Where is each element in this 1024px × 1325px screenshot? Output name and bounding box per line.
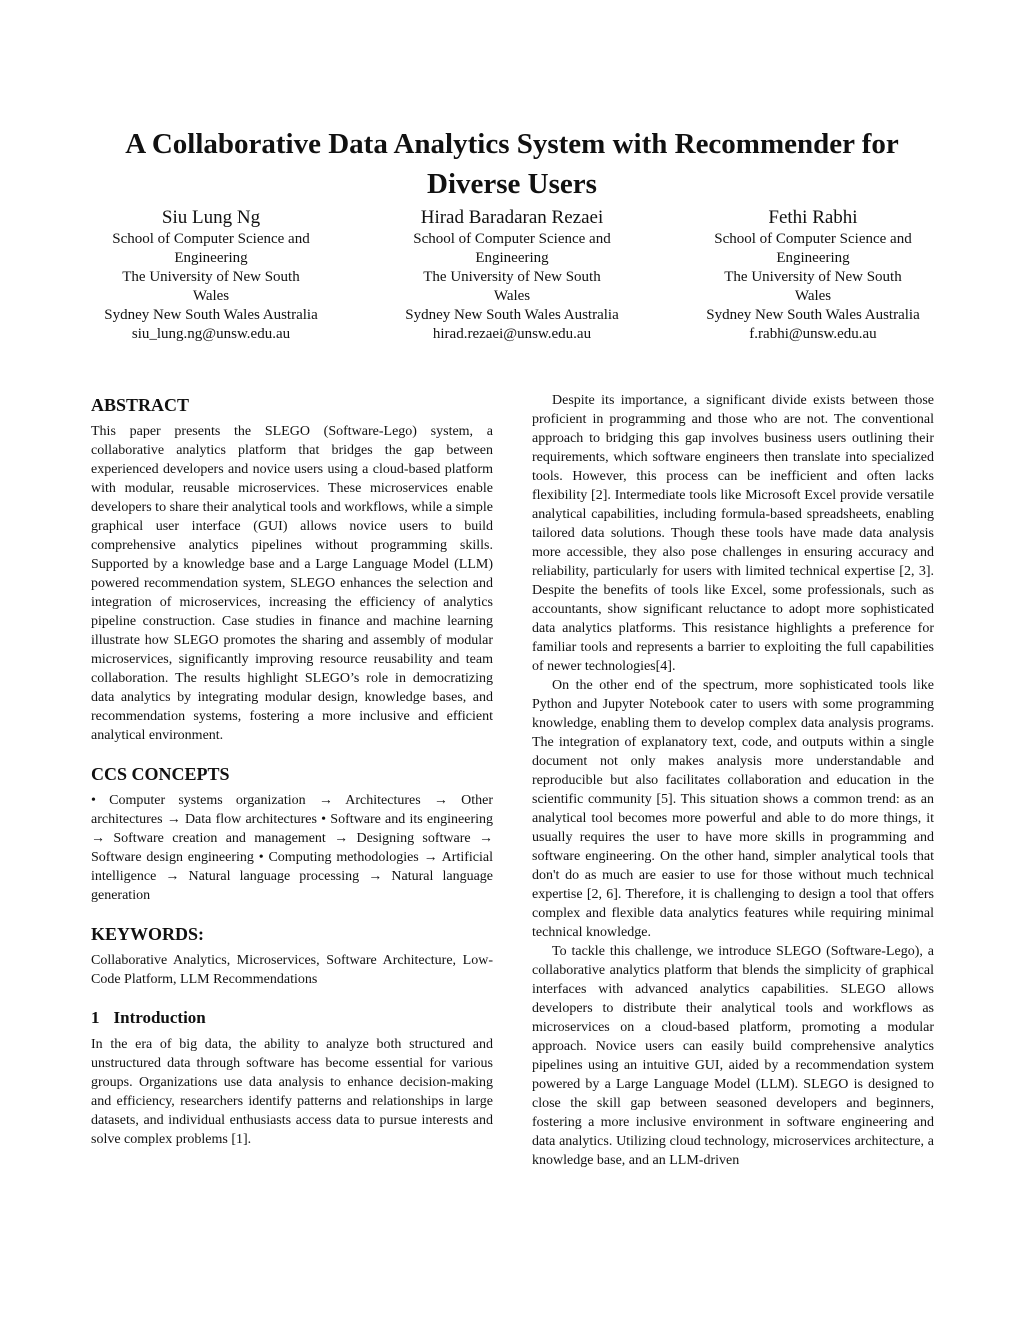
ccs-heading: CCS CONCEPTS <box>91 764 230 784</box>
author-affiliation: School of Computer Science and <box>413 231 611 247</box>
author-affiliation: School of Computer Science and <box>714 231 912 247</box>
body-paragraph: To tackle this challenge, we introduce SLEGO (Software-Lego), a collaborative analytics platform that blends the simplicity of graphical interfaces with advanced analytics capabilities. SLEGO allows developers to distribute their analytical tools and workflows as microservices on a cloud-based platform, promoting a modular approach. Novice users can easily build comprehensive analytics pipelines using an intuitive GUI, aided by a recommendation system powered by a Large Language Model (LLM). SLEGO is designed to close the skill gap between seasoned developers and beginners, fostering a more inclusive environment in software engineering and data analytics. Utilizing cloud technology, microservices architecture, a knowledge base, and an LLM-driven <box>532 944 934 1168</box>
author-affiliation: The University of New South <box>122 269 300 285</box>
body-paragraph: Despite its importance, a significant divide exists between those proficient in programming and those who are not. The conventional approach to bridging this gap involves business users outlining their requirements, which software engineers then translate into specialized tools. However, this process can be inefficient and often lacks flexibility [2]. Intermediate tools like Microsoft Excel provide versatile analytical capabilities, including formula-based spreadsheets, enabling tailored data solutions. Though these tools have made data analysis more accessible, they also pose challenges in ensuring accuracy and reliability, particularly for users with limited technical expertise [2, 3]. Despite the benefits of tools like Excel, some professionals, such as accountants, show significant reluctance to adopt more sophisticated data analytics platforms. This resistance highlights a preference for familiar tools and represents a barrier to exploiting the full capabilities of newer technologies[4]. <box>532 393 934 674</box>
author-affiliation: Engineering <box>776 250 850 266</box>
right-column <box>532 391 934 1170</box>
author-email: siu_lung.ng@unsw.edu.au <box>131 326 291 342</box>
keywords-text: Collaborative Analytics, Microservices, Software Architecture, Low-Code Platform, LLM Recommendations <box>91 953 493 987</box>
author-name: Siu Lung Ng <box>161 207 261 228</box>
author-block-3 <box>668 205 958 344</box>
abstract-heading: ABSTRACT <box>91 395 190 415</box>
author-email: hirad.rezaei@unsw.edu.au <box>432 326 592 342</box>
ccs-text: • Computer systems organization → Architectures → Other architectures → Data flow architectures • Software and its engineering → Software creation and management → Designing software → Software design engineering • Computing methodologies → Artificial intelligence → Natural language processing → Natural language generation <box>91 793 493 903</box>
author-affiliation: Engineering <box>174 250 248 266</box>
author-block-2 <box>367 205 657 344</box>
intro-heading <box>91 1007 493 1029</box>
author-affiliation: Wales <box>493 288 531 304</box>
author-name: Fethi Rabhi <box>768 207 858 228</box>
author-affiliation: School of Computer Science and <box>112 231 310 247</box>
paper-title <box>60 124 964 204</box>
body-paragraph: On the other end of the spectrum, more sophisticated tools like Python and Jupyter Notebook cater to users with some programming knowledge, enabling them to develop complex data analysis programs. The integration of explanatory text, code, and outputs within a single document not only makes analysis more understandable and reproducible but also facilitates collaboration and education in the scientific community [5]. This situation shows a common trend: as an analytical tool becomes more powerful and able to do more things, it usually requires the user to have more skills in programming and software engineering. On the other hand, simpler analytical tools that don't do as much are easier to use for those without much technical expertise [2, 6]. Therefore, it is challenging to design a tool that offers complex and flexible data analytics features while requiring minimal technical knowledge. <box>532 678 934 940</box>
author-email: f.rabhi@unsw.edu.au <box>749 326 877 342</box>
title-line-2: Diverse Users <box>427 168 597 200</box>
title-line-1: A Collaborative Data Analytics System with Recommender for <box>125 128 899 160</box>
author-affiliation: Engineering <box>475 250 549 266</box>
abstract-text: This paper presents the SLEGO (Software-Lego) system, a collaborative analytics platform that bridges the gap between experienced developers and novice users using a cloud-based platform with modular, reusable microservices. These microservices enable developers to share their analytical tools and workflows, while a simple graphical user interface (GUI) allows novice users to build comprehensive analytics pipelines without programming skills. Supported by a knowledge base and a Large Language Model (LLM) powered recommendation system, SLEGO enhances the selection and integration of microservices, increasing the efficiency of analytics pipeline construction. Case studies in finance and machine learning illustrate how SLEGO promotes the sharing and assembly of modular microservices, significantly improving resource reusability and team collaboration. The results highlight SLEGO’s role in democratizing data analytics by integrating modular design, knowledge bases, and recommendation systems, fostering a more inclusive and efficient analytical environment. <box>91 424 493 743</box>
author-affiliation: The University of New South <box>423 269 601 285</box>
author-name: Hirad Baradaran Rezaei <box>420 207 604 228</box>
section-title: Introduction <box>113 1008 206 1027</box>
author-affiliation: The University of New South <box>724 269 902 285</box>
author-block-1 <box>66 205 356 344</box>
intro-paragraph-1: In the era of big data, the ability to analyze both structured and unstructured data through software has become essential for various groups. Organizations use data analysis to enhance decision-making and efficiency, researchers identify patterns and relationships in large datasets, and individual enthusiasts access data to pursue interests and solve complex problems [1]. <box>91 1037 493 1147</box>
author-affiliation: Wales <box>794 288 832 304</box>
author-affiliation: Sydney New South Wales Australia <box>706 307 920 323</box>
author-affiliation: Sydney New South Wales Australia <box>104 307 318 323</box>
author-affiliation: Sydney New South Wales Australia <box>405 307 619 323</box>
keywords-heading: KEYWORDS: <box>91 924 205 944</box>
left-column <box>91 388 493 1149</box>
section-number: 1 <box>91 1008 100 1027</box>
author-affiliation: Wales <box>192 288 230 304</box>
